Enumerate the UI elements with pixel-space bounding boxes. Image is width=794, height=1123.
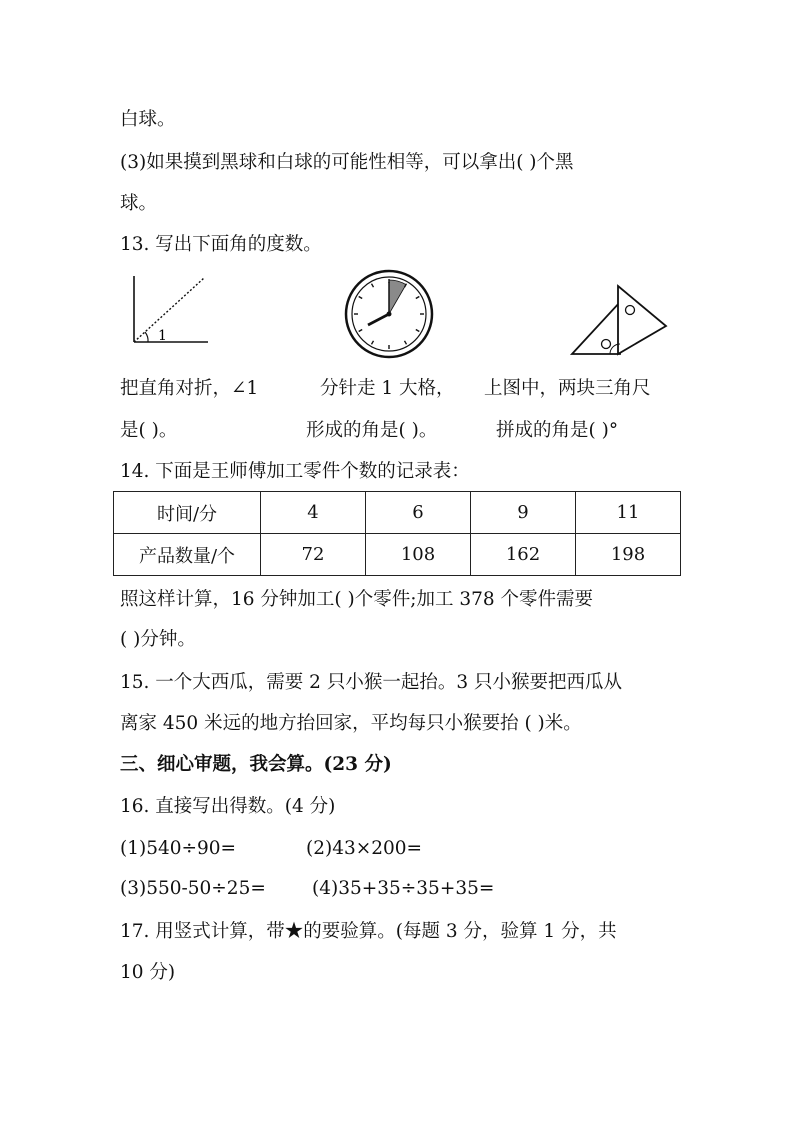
figure2-caption-a: 分针走 1 大格， bbox=[320, 378, 455, 399]
figure1-caption-a: 把直角对折，∠1 bbox=[120, 378, 259, 399]
table-cell: 11 bbox=[576, 492, 681, 534]
table-cell: 198 bbox=[576, 534, 681, 576]
triangles-figure bbox=[568, 280, 678, 360]
table-cell: 产品数量/个 bbox=[114, 534, 261, 576]
table-cell: 时间/分 bbox=[114, 492, 261, 534]
q16-item-1: (1)540÷90= bbox=[120, 838, 237, 859]
text-line: (3)如果摸到黑球和白球的可能性相等，可以拿出( )个黑 bbox=[120, 152, 574, 173]
table-cell: 6 bbox=[366, 492, 471, 534]
question-14-text-b: ( )分钟。 bbox=[120, 629, 196, 650]
question-14-text-a: 照这样计算，16 分钟加工( )个零件;加工 378 个零件需要 bbox=[120, 589, 594, 610]
table-cell: 72 bbox=[261, 534, 366, 576]
angle-arc bbox=[145, 332, 148, 342]
question-15-text-b: 离家 450 米远的地方抬回家，平均每只小猴要抬 ( )米。 bbox=[120, 713, 582, 734]
clock-center bbox=[387, 312, 392, 317]
triangle-right bbox=[618, 286, 666, 354]
angle-bisector bbox=[134, 278, 204, 342]
clock-figure bbox=[343, 268, 435, 360]
table-row bbox=[114, 492, 681, 534]
figure3-caption-b: 拼成的角是( )° bbox=[496, 420, 619, 441]
figure1-caption-b: 是( )。 bbox=[120, 420, 178, 441]
figure3-caption-a: 上图中，两块三角尺 bbox=[484, 378, 651, 399]
question-16: 16. 直接写出得数。(4 分) bbox=[120, 796, 336, 817]
question-14: 14. 下面是王师傅加工零件个数的记录表： bbox=[120, 461, 470, 482]
q16-item-3: (3)550-50÷25= bbox=[120, 878, 266, 899]
figure2-caption-b: 形成的角是( )。 bbox=[306, 420, 438, 441]
angle-label: 1 bbox=[158, 328, 167, 344]
q16-item-4: (4)35+35÷35+35= bbox=[312, 878, 495, 899]
text-line: 白球。 bbox=[120, 109, 176, 130]
question-17-text-a: 17. 用竖式计算，带★的要验算。(每题 3 分，验算 1 分，共 bbox=[120, 921, 617, 942]
question-17-text-b: 10 分) bbox=[120, 962, 176, 983]
table-cell: 4 bbox=[261, 492, 366, 534]
angle-figure bbox=[128, 272, 214, 348]
table-cell: 9 bbox=[471, 492, 576, 534]
table-cell: 162 bbox=[471, 534, 576, 576]
triangle-left bbox=[572, 302, 620, 354]
table-row bbox=[114, 534, 681, 576]
table-cell: 108 bbox=[366, 534, 471, 576]
question-13: 13. 写出下面角的度数。 bbox=[120, 234, 322, 255]
question-15-text-a: 15. 一个大西瓜，需要 2 只小猴一起抬。3 只小猴要把西瓜从 bbox=[120, 672, 622, 693]
q16-item-2: (2)43×200= bbox=[306, 838, 423, 859]
text-line: 球。 bbox=[120, 193, 158, 214]
record-table bbox=[113, 491, 681, 576]
section-3-heading: 三、细心审题，我会算。(23 分) bbox=[120, 754, 392, 775]
